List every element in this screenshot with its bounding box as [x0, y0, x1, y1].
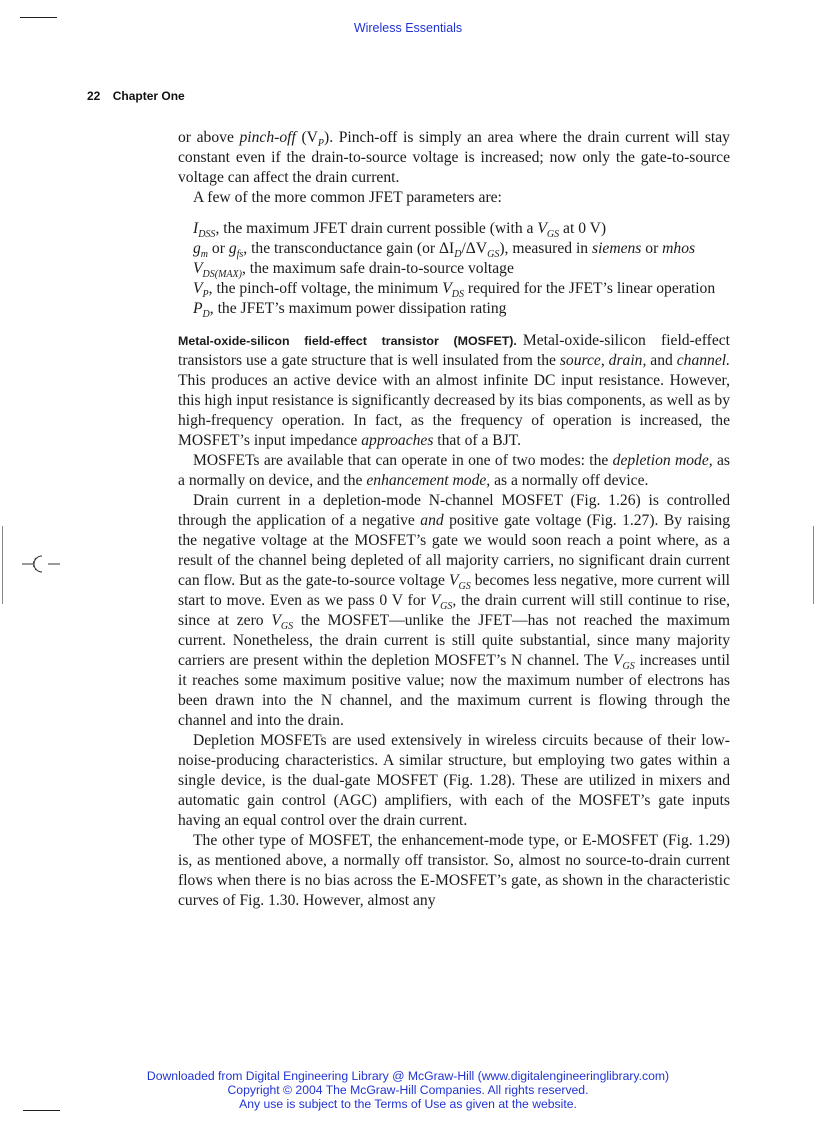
footer-download-line: Downloaded from Digital Engineering Library @ McGraw-Hill (www.digitalengineeringlibrary.com): [146, 1069, 670, 1083]
footer-terms-line: Any use is subject to the Terms of Use as given at the website.: [239, 1097, 577, 1111]
footer-copyright-line: Copyright © 2004 The McGraw-Hill Companies. All rights reserved.: [227, 1083, 589, 1097]
param-pd: $P_D$, the JFET’s maximum power dissipation rating: [193, 300, 507, 320]
section-mosfet-intro: Metal-oxide-silicon field-effect transistor (MOSFET). Metal-oxide-silicon field-effect transistors use a gate structure that is well insulated from the source, drain, and channel. This produces an active device with an almost infinite DC input resistance. However, this high input resistance is significantly decreased by its bias components, as well as by high-frequency operation. In fact, as the frequency of operation is increased, the MOSFET’s input impedance approaches that of a BJT.: [178, 332, 731, 449]
paragraph-depletion-mode: Drain current in a depletion-mode N-channel MOSFET (Fig. 1.26) is controlled through the application of a negative and positive gate voltage (Fig. 1.27). By raising the negative voltage at the MOSFET’s gate we would soon reach a point where, as a result of the channel being depleted of all majority carriers, no significant drain current can flow. But as the gate-to-source voltage $V_{GS}$ becomes less negative, more current will start to move. Even as we pass 0 V for $V_{GS}$, the drain current will still continue to rise, since at zero $V_{GS}$ the MOSFET—unlike the JFET—has not reached the maximum current. Nonetheless, the drain current is still quite substantial, since many majority carriers are present within the depletion MOSFET’s N channel. The $V_{GS}$ increases until it reaches some maximum positive value; now the maximum number of electrons has been drawn into the N channel, and the maximum current is flowing through the channel and into the drain.: [178, 492, 730, 729]
margin-bar-left: [2, 526, 3, 604]
paragraph-pinch-off: or above pinch-off $(V_P)$. Pinch-off is simply an area where the drain current will stay constant even if the drain-to-source voltage is increased; now only the gate-to-source voltage can affect the drain current.: [178, 129, 730, 186]
page-number: 22: [87, 89, 101, 103]
registration-mark-icon: [22, 552, 62, 576]
paragraph-e-mosfet: The other type of MOSFET, the enhancement-mode type, or E-MOSFET (Fig. 1.29) is, as mentioned above, a normally off transistor. So, almost no source-to-drain current flows when there is no bias across the E-MOSFET’s gate, as shown in the characteristic curves of Fig. 1.30. However, almost any: [178, 832, 730, 909]
running-head: [87, 89, 185, 103]
param-gm: $g_m$ or $g_{fs}$, the transconductance gain (or $\Delta I_D/\Delta V_{GS}$), measured in siemens or mhos: [193, 240, 696, 260]
section-heading-mosfet: Metal-oxide-silicon field-effect transistor (MOSFET).: [178, 334, 517, 348]
footer-notice: [0, 1069, 816, 1111]
param-vds-max: $V_{DS(MAX)}$, the maximum safe drain-to-source voltage: [193, 260, 514, 280]
paragraph-params-intro: A few of the more common JFET parameters are:: [193, 189, 502, 206]
paragraph-modes: MOSFETs are available that can operate in one of two modes: the depletion mode, as a normally on device, and the enhancement mode, as a normally off device.: [178, 452, 730, 489]
chapter-label: Chapter One: [112, 89, 185, 103]
param-vp: $V_P$, the pinch-off voltage, the minimum $V_{DS}$ required for the JFET’s linear operation: [193, 280, 716, 300]
body-text: [178, 128, 730, 911]
paragraph-dual-gate: Depletion MOSFETs are used extensively in wireless circuits because of their low-noise-producing characteristics. A similar structure, but employing two gates within a single device, is the dual-gate MOSFET (Fig. 1.28). These are utilized in mixers and automatic gain control (AGC) amplifiers, with each of the MOSFET’s gate inputs having an equal control over the drain current.: [178, 732, 730, 829]
jfet-parameter-list: [193, 219, 730, 319]
param-idss: $I_{DSS}$, the maximum JFET drain current possible (with a $V_{GS}$ at 0 V): [193, 220, 607, 240]
page-header-title: Wireless Essentials: [353, 21, 463, 35]
crop-mark-top-left: [20, 17, 57, 18]
margin-bar-right: [813, 526, 814, 604]
